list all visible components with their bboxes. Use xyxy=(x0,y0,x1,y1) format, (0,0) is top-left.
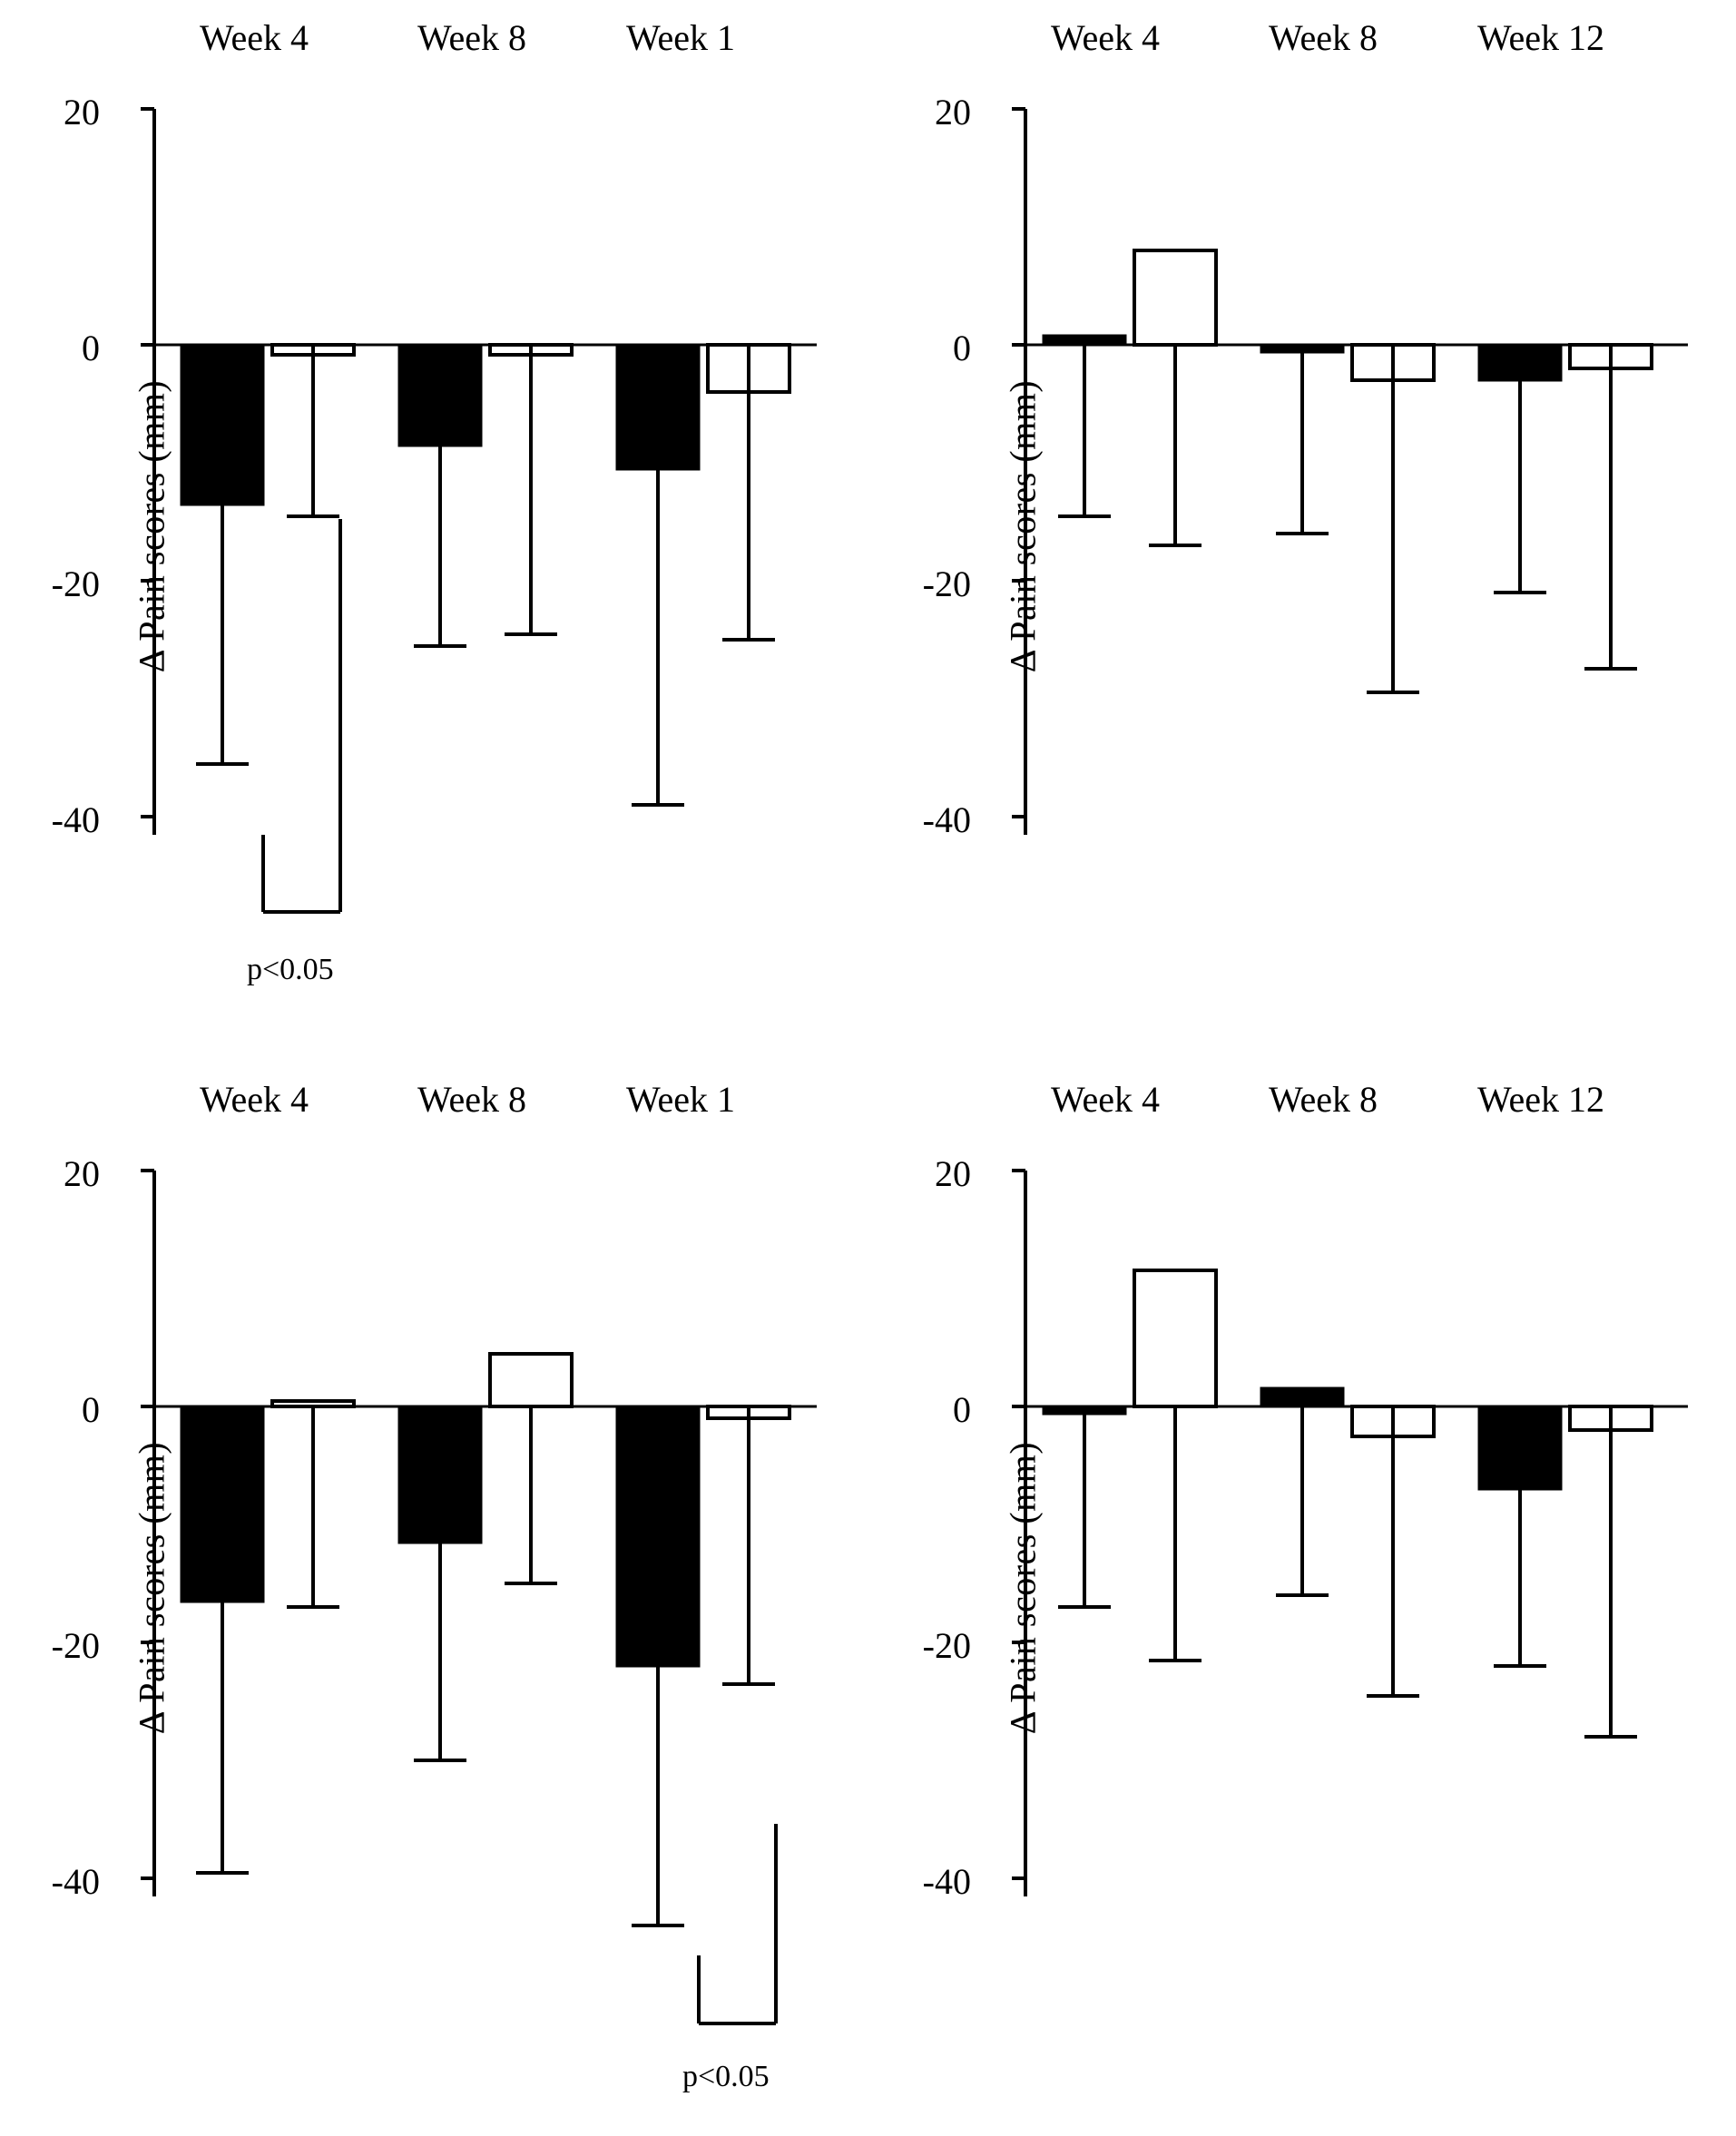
group-label-b-week12: Week 12 xyxy=(1476,17,1605,58)
y-axis-label-b: Δ Pain scores (mm) xyxy=(1002,379,1044,673)
y-tick-d-20: 20 xyxy=(935,1153,971,1194)
y-axis-label-a: Δ Pain scores (mm) xyxy=(131,379,172,673)
y-tick-c-m20: -20 xyxy=(51,1625,100,1666)
y-tick-d-m20: -20 xyxy=(922,1625,971,1666)
significance-note-c: p<0.05 xyxy=(682,2060,770,2093)
y-tick-a-m40: -40 xyxy=(51,799,100,840)
y-tick-b-m40: -40 xyxy=(922,799,971,840)
group-label-c-week12: Week 1 xyxy=(625,1079,736,1120)
y-tick-a-m20: -20 xyxy=(51,563,100,604)
plot-area-a xyxy=(0,0,853,1053)
y-tick-b-0: 0 xyxy=(953,328,971,368)
group-label-c-week4: Week 4 xyxy=(199,1079,309,1120)
y-tick-d-0: 0 xyxy=(953,1389,971,1430)
y-axis-label-c: Δ Pain scores (mm) xyxy=(131,1441,172,1735)
group-label-d-week12: Week 12 xyxy=(1476,1079,1605,1120)
chart-panel-c xyxy=(0,1062,853,2114)
group-label-a-week8: Week 8 xyxy=(417,17,527,58)
group-label-b-week8: Week 8 xyxy=(1268,17,1378,58)
y-tick-c-0: 0 xyxy=(82,1389,100,1430)
y-tick-c-20: 20 xyxy=(64,1153,100,1194)
group-label-a-week12: Week 1 xyxy=(625,17,736,58)
group-label-b-week4: Week 4 xyxy=(1050,17,1161,58)
chart-panel-b xyxy=(871,0,1724,1053)
plot-area-c xyxy=(0,1062,853,2114)
plot-area-d xyxy=(871,1062,1724,2114)
y-tick-b-20: 20 xyxy=(935,92,971,132)
group-label-d-week4: Week 4 xyxy=(1050,1079,1161,1120)
y-tick-a-20: 20 xyxy=(64,92,100,132)
significance-note-a: p<0.05 xyxy=(247,953,334,986)
chart-panel-a xyxy=(0,0,853,1053)
group-label-a-week4: Week 4 xyxy=(199,17,309,58)
group-label-d-week8: Week 8 xyxy=(1268,1079,1378,1120)
chart-panel-d xyxy=(871,1062,1724,2114)
y-tick-c-m40: -40 xyxy=(51,1861,100,1902)
y-axis-label-d: Δ Pain scores (mm) xyxy=(1002,1441,1044,1735)
y-tick-a-0: 0 xyxy=(82,328,100,368)
y-tick-b-m20: -20 xyxy=(922,563,971,604)
y-tick-d-m40: -40 xyxy=(922,1861,971,1902)
plot-area-b xyxy=(871,0,1724,1053)
group-label-c-week8: Week 8 xyxy=(417,1079,527,1120)
